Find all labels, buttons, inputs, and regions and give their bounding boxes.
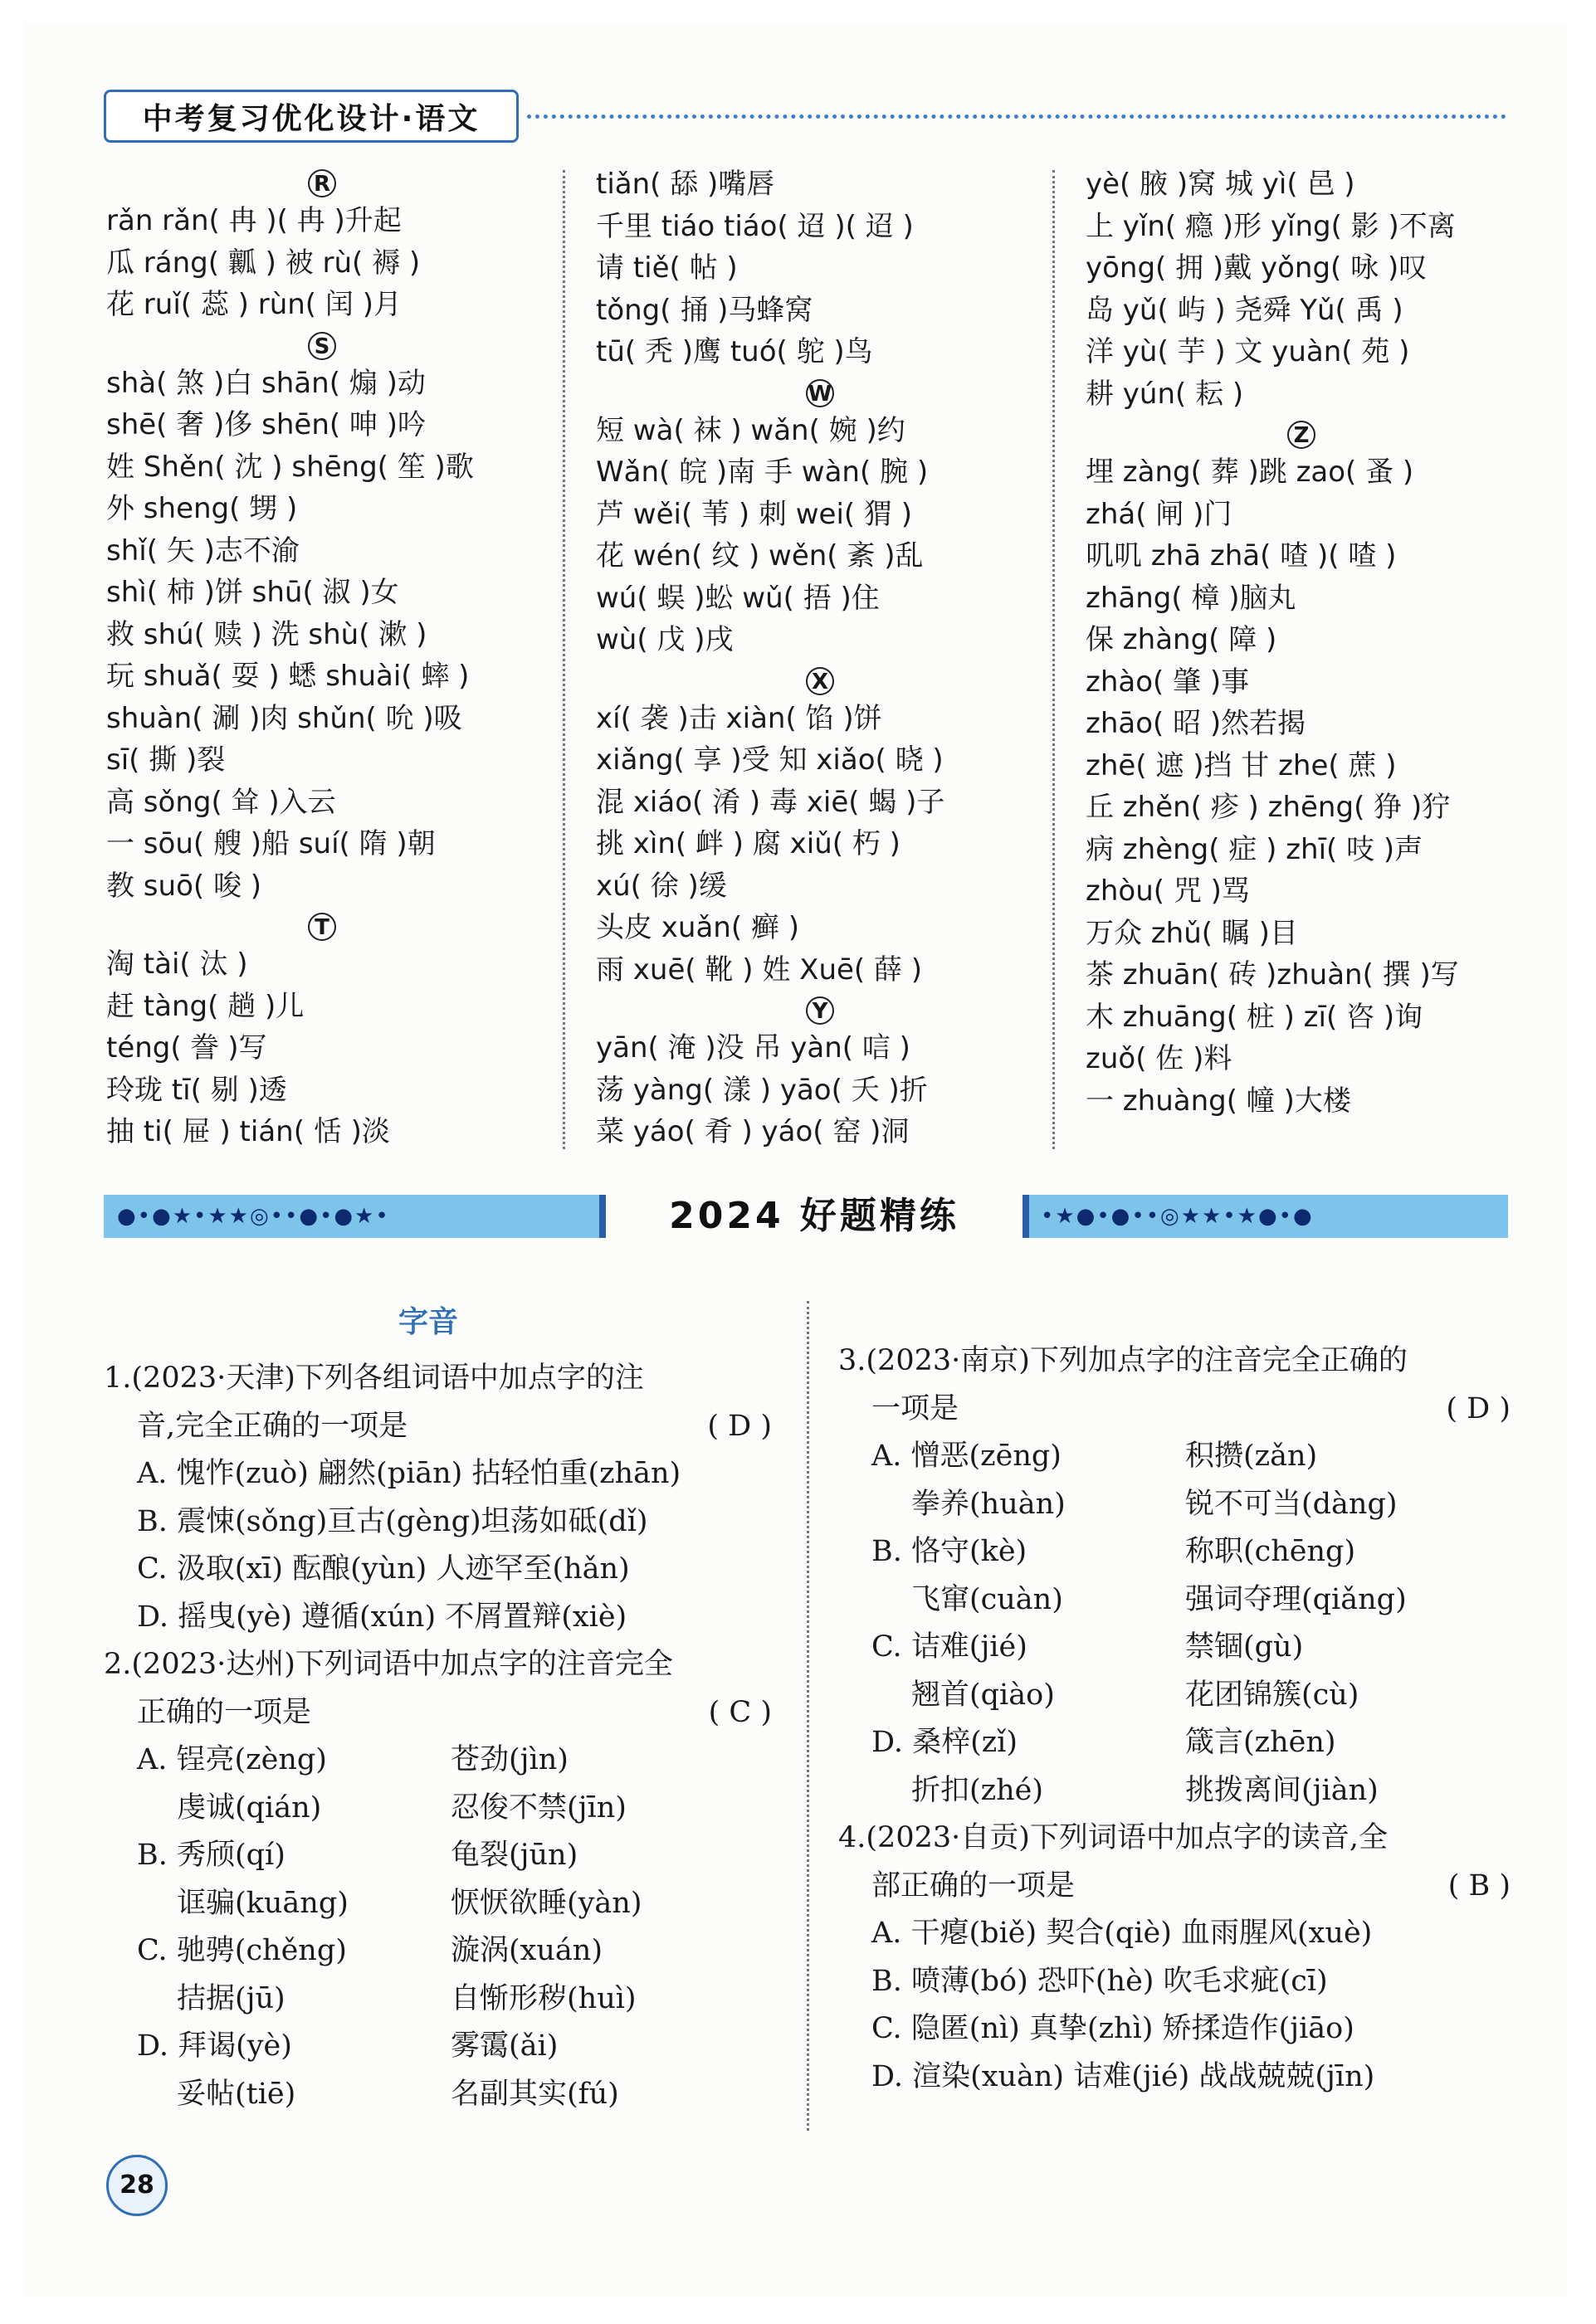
q3-c-word3: 翘首(qiào) xyxy=(911,1678,1055,1712)
pinyin-entry: 耕 yún( 耘 ) xyxy=(1086,377,1244,411)
pinyin-entry: shē( 奢 )侈 shēn( 呻 )吟 xyxy=(106,408,427,441)
q3-option-d-row1 xyxy=(838,1719,1511,1767)
pinyin-entry: xú( 徐 )缓 xyxy=(596,869,727,903)
pinyin-entry: 芦 wěi( 苇 ) 刺 wei( 猬 ) xyxy=(596,497,913,531)
q2-b-word4: 恹恹欲睡(yàn) xyxy=(451,1886,642,1920)
circled-letter: R xyxy=(308,169,336,197)
pinyin-entry: shǐ( 矢 )志不渝 xyxy=(106,533,300,568)
q3-a-word3: 拳养(huàn) xyxy=(911,1487,1066,1521)
q1-option-c: C. 汲取(xī) 酝酿(yùn) 人迹罕至(hǎn) xyxy=(137,1552,630,1586)
q2-a-word2: 苍劲(jìn) xyxy=(451,1743,569,1776)
column-divider xyxy=(563,170,565,1149)
q1-option-b: B. 震悚(sǒng)亘古(gèng)坦荡如砥(dǐ) xyxy=(137,1504,648,1538)
pinyin-entry: 保 zhàng( 障 ) xyxy=(1086,623,1277,656)
q2-b-word3: 诓骗(kuāng) xyxy=(177,1886,349,1920)
pinyin-entry: sī( 撕 )裂 xyxy=(106,743,226,777)
q3-stem-cont xyxy=(838,1386,1511,1434)
q2-d-word3: 妥帖(tiē) xyxy=(177,2077,296,2111)
pinyin-entry: 瓜 ráng( 瓤 ) 被 rù( 褥 ) xyxy=(106,246,421,280)
pinyin-entry: 万众 zhǔ( 瞩 )目 xyxy=(1086,916,1298,950)
pinyin-entry: 上 yǐn( 瘾 )形 yǐng( 影 )不离 xyxy=(1086,209,1456,243)
circled-letter: W xyxy=(806,379,834,407)
practice-left xyxy=(104,1355,772,2118)
q3-b-word3: 飞窜(cuàn) xyxy=(911,1582,1063,1616)
circled-letter: X xyxy=(806,667,834,695)
pinyin-entry: zhē( 遮 )挡 甘 zhe( 蔗 ) xyxy=(1086,748,1397,782)
q2-d-word1: D. 拜谒(yè) xyxy=(137,2029,292,2063)
q2-b-word1: B. 秀颀(qí) xyxy=(137,1839,286,1872)
pinyin-entry: yān( 淹 )没 吊 yàn( 唁 ) xyxy=(596,1031,910,1065)
pinyin-entry: tǒng( 捅 )马蜂窝 xyxy=(596,293,813,327)
q1-option-a: A. 愧怍(zuò) 翩然(piān) 拈轻怕重(zhān) xyxy=(137,1457,681,1490)
q3-d-word1: D. 桑梓(zǐ) xyxy=(871,1726,1018,1759)
q3-stem: 3.(2023·南京)下列加点字的注音完全正确的 xyxy=(838,1344,1408,1377)
q3-a-word4: 锐不可当(dàng) xyxy=(1185,1487,1398,1521)
q2-stem: 2.(2023·达州)下列词语中加点字的注音完全 xyxy=(104,1648,673,1681)
pinyin-entry: tū( 秃 )鹰 tuó( 鸵 )鸟 xyxy=(596,335,873,368)
pinyin-entry: 外 sheng( 甥 ) xyxy=(106,492,298,525)
pinyin-column-1 xyxy=(106,163,538,1153)
pinyin-entry: Wǎn( 皖 )南 手 wàn( 腕 ) xyxy=(596,456,929,489)
section-letter xyxy=(1086,415,1517,451)
q4-option-d: D. 渲染(xuàn) 诘难(jié) 战战兢兢(jīn) xyxy=(871,2059,1375,2093)
q4-stem-cont xyxy=(838,1863,1511,1911)
q2-option-c-row2 xyxy=(104,1976,772,2024)
pinyin-entry: yè( 腋 )窝 城 yì( 邑 ) xyxy=(1086,168,1355,201)
pinyin-entry: 菜 yáo( 肴 ) yáo( 窑 )洞 xyxy=(596,1115,910,1148)
q1-answer: ( D ) xyxy=(707,1409,772,1443)
q2-d-word2: 雾霭(ǎi) xyxy=(451,2029,559,2063)
pinyin-entry: zhāo( 昭 )然若揭 xyxy=(1086,707,1306,740)
q3-a-word1: A. 憎恶(zēng) xyxy=(871,1440,1062,1473)
q2-answer: ( C ) xyxy=(708,1695,772,1729)
pinyin-entry: 千里 tiáo tiáo( 迢 )( 迢 ) xyxy=(596,209,914,243)
pinyin-entry: wù( 戊 )戌 xyxy=(596,623,734,656)
pinyin-entry: 病 zhèng( 症 ) zhī( 吱 )声 xyxy=(1086,832,1423,866)
q2-stem-cont xyxy=(104,1689,772,1737)
q2-a-word1: A. 锃亮(zèng) xyxy=(137,1743,327,1776)
q2-b-word2: 龟裂(jūn) xyxy=(451,1839,578,1872)
q3-option-a-row2 xyxy=(838,1481,1511,1529)
q3-b-word4: 强词夺理(qiǎng) xyxy=(1185,1582,1407,1616)
q2-c-word1: C. 驰骋(chěng) xyxy=(137,1934,347,1967)
q2-c-word3: 拮据(jū) xyxy=(177,1981,286,2015)
pinyin-column-2 xyxy=(596,163,1044,1153)
pinyin-column-3 xyxy=(1086,163,1517,1122)
practice-right xyxy=(838,1337,1511,2101)
header-title: 中考复习优化设计·语文 xyxy=(104,90,519,143)
pinyin-entry: zhāng( 樟 )脑丸 xyxy=(1086,581,1296,615)
q3-stem-text: 一项是 xyxy=(871,1391,959,1425)
section-letter xyxy=(596,661,1044,698)
circled-letter: S xyxy=(308,332,336,360)
banner-left-ornament xyxy=(104,1195,606,1238)
q3-c-word4: 花团锦簇(cù) xyxy=(1185,1678,1359,1712)
pinyin-entry: 抽 ti( 屉 ) tián( 恬 )淡 xyxy=(106,1115,390,1148)
q1-stem-text: 音,完全正确的一项是 xyxy=(137,1409,408,1443)
pinyin-entry: 请 tiě( 帖 ) xyxy=(596,251,738,285)
q3-d-word4: 挑拨离间(jiàn) xyxy=(1185,1773,1379,1807)
q2-option-b-row2 xyxy=(104,1880,772,1928)
pinyin-entry: shuàn( 涮 )肉 shǔn( 吮 )吸 xyxy=(106,701,462,735)
q2-c-word2: 漩涡(xuán) xyxy=(451,1934,603,1967)
q4-option-a: A. 干瘪(biě) 契合(qiè) 血雨腥风(xuè) xyxy=(871,1917,1373,1950)
pinyin-entry: zhào( 肇 )事 xyxy=(1086,665,1250,699)
section-banner-title: 2024 好题精练 xyxy=(669,1195,959,1237)
q4-stem: 4.(2023·自贡)下列词语中加点字的读音,全 xyxy=(838,1821,1389,1854)
pinyin-entry: téng( 誊 )写 xyxy=(106,1031,267,1065)
pinyin-entry: shì( 柿 )饼 shū( 淑 )女 xyxy=(106,576,399,609)
pinyin-entry: 一 sōu( 艘 )船 suí( 隋 )朝 xyxy=(106,827,436,860)
q2-option-d-row1 xyxy=(104,2023,772,2071)
pinyin-entry: 洋 yù( 芋 ) 文 yuàn( 苑 ) xyxy=(1086,335,1410,368)
pinyin-entry: zhá( 闸 )门 xyxy=(1086,497,1232,531)
section-letter xyxy=(106,907,538,943)
q3-option-c-row2 xyxy=(838,1672,1511,1720)
pinyin-entry: rǎn rǎn( 冉 )( 冉 )升起 xyxy=(106,204,402,237)
q2-d-word4: 名副其实(fú) xyxy=(451,2077,619,2111)
pinyin-entry: 丘 zhěn( 疹 ) zhēng( 狰 )狞 xyxy=(1086,791,1451,824)
circled-letter: T xyxy=(308,913,336,941)
page-number: 28 xyxy=(106,2155,168,2216)
pinyin-entry: 赶 tàng( 趟 )儿 xyxy=(106,989,305,1023)
column-divider xyxy=(1052,170,1055,1149)
q2-c-word4: 自惭形秽(huì) xyxy=(451,1981,637,2015)
practice-divider xyxy=(807,1301,809,2131)
pinyin-entry: tiǎn( 舔 )嘴唇 xyxy=(596,168,775,201)
circled-letter: Y xyxy=(806,996,834,1025)
q4-answer: ( B ) xyxy=(1447,1868,1511,1903)
section-label: 字音 xyxy=(398,1305,459,1339)
q3-c-word1: C. 诘难(jié) xyxy=(871,1630,1027,1664)
pinyin-entry: 花 wén( 纹 ) wěn( 紊 )乱 xyxy=(596,539,924,572)
q2-option-c-row1 xyxy=(104,1927,772,1976)
banner-left-dots: ●•●★•★★◎••●•●★• xyxy=(117,1204,390,1229)
pinyin-entry: 高 sǒng( 耸 )入云 xyxy=(106,785,336,819)
q3-answer: ( D ) xyxy=(1446,1391,1511,1425)
pinyin-entry: 一 zhuàng( 幢 )大楼 xyxy=(1086,1084,1351,1118)
q4-option-b: B. 喷薄(bó) 恐吓(hè) 吹毛求疵(cī) xyxy=(871,1964,1328,1998)
q3-option-d-row2 xyxy=(838,1767,1511,1815)
q3-b-word2: 称职(chēng) xyxy=(1185,1535,1356,1568)
q2-a-word3: 虔诚(qián) xyxy=(177,1791,322,1825)
pinyin-entry: 茶 zhuān( 砖 )zhuàn( 撰 )写 xyxy=(1086,958,1459,991)
pinyin-entry: 木 zhuāng( 桩 ) zī( 咨 )询 xyxy=(1086,1000,1423,1034)
pinyin-entry: 混 xiáo( 淆 ) 毒 xiē( 蝎 )子 xyxy=(596,785,945,819)
q3-option-a-row1 xyxy=(838,1433,1511,1481)
pinyin-entry: 岛 yǔ( 屿 ) 尧舜 Yǔ( 禹 ) xyxy=(1086,293,1403,327)
section-letter xyxy=(106,163,538,200)
banner-right-dots: •★●•●••◎★★•★●•● xyxy=(1041,1204,1314,1229)
pinyin-entry: 荡 yàng( 漾 ) yāo( 夭 )折 xyxy=(596,1073,928,1107)
q3-b-word1: B. 恪守(kè) xyxy=(871,1535,1027,1568)
q3-option-b-row2 xyxy=(838,1576,1511,1625)
pinyin-entry: zuǒ( 佐 )料 xyxy=(1086,1042,1232,1075)
banner-right-ornament xyxy=(1023,1195,1508,1238)
q3-d-word3: 折扣(zhé) xyxy=(911,1773,1044,1807)
header-dotted-rule xyxy=(527,114,1506,119)
pinyin-entry: 埋 zàng( 葬 )跳 zao( 蚤 ) xyxy=(1086,456,1414,489)
q1-stem: 1.(2023·天津)下列各组词语中加点字的注 xyxy=(104,1362,644,1395)
pinyin-entry: 姓 Shěn( 沈 ) shēng( 笙 )歌 xyxy=(106,450,474,484)
pinyin-entry: 教 suō( 唆 ) xyxy=(106,869,262,903)
pinyin-entry: 救 shú( 赎 ) 洗 shù( 漱 ) xyxy=(106,617,427,651)
q3-option-b-row1 xyxy=(838,1528,1511,1576)
q2-option-a-row2 xyxy=(104,1785,772,1833)
q4-option-c: C. 隐匿(nì) 真挚(zhì) 矫揉造作(jiāo) xyxy=(871,2012,1354,2045)
pinyin-entry: yōng( 拥 )戴 yǒng( 咏 )叹 xyxy=(1086,251,1428,285)
pinyin-entry: 花 ruǐ( 蕊 ) rùn( 闰 )月 xyxy=(106,288,402,321)
pinyin-entry: xiǎng( 享 )受 知 xiǎo( 晓 ) xyxy=(596,743,944,777)
q2-option-d-row2 xyxy=(104,2071,772,2119)
q3-option-c-row1 xyxy=(838,1624,1511,1672)
circled-letter: Z xyxy=(1287,421,1315,449)
pinyin-entry: 玩 shuǎ( 耍 ) 蟋 shuài( 蟀 ) xyxy=(106,660,470,693)
q2-stem-text: 正确的一项是 xyxy=(137,1695,312,1729)
q2-a-word4: 忍俊不禁(jīn) xyxy=(451,1791,627,1825)
q1-option-d: D. 摇曳(yè) 遵循(xún) 不屑置辩(xiè) xyxy=(137,1600,627,1634)
q3-d-word2: 箴言(zhēn) xyxy=(1185,1726,1336,1759)
pinyin-entry: xí( 袭 )击 xiàn( 馅 )饼 xyxy=(596,701,882,735)
pinyin-entry: 挑 xìn( 衅 ) 腐 xiǔ( 朽 ) xyxy=(596,827,900,860)
q1-stem-cont xyxy=(104,1403,772,1451)
q2-option-a-row1 xyxy=(104,1737,772,1785)
pinyin-entry: zhòu( 咒 )骂 xyxy=(1086,875,1250,908)
pinyin-entry: 叽叽 zhā zhā( 喳 )( 喳 ) xyxy=(1086,539,1397,572)
q3-c-word2: 禁锢(gù) xyxy=(1185,1630,1304,1664)
pinyin-entry: 淘 tài( 汰 ) xyxy=(106,948,248,981)
pinyin-entry: 玲珑 tī( 剔 )透 xyxy=(106,1073,287,1107)
section-letter xyxy=(596,373,1044,410)
section-letter xyxy=(106,326,538,363)
q2-option-b-row1 xyxy=(104,1832,772,1880)
pinyin-entry: 头皮 xuǎn( 癣 ) xyxy=(596,911,800,944)
pinyin-entry: wú( 蜈 )蚣 wǔ( 捂 )住 xyxy=(596,581,880,615)
q4-stem-text: 部正确的一项是 xyxy=(871,1868,1076,1903)
q3-a-word2: 积攒(zǎn) xyxy=(1185,1440,1318,1473)
pinyin-entry: 雨 xuē( 靴 ) 姓 Xuē( 薛 ) xyxy=(596,952,923,987)
pinyin-entry: 短 wà( 袜 ) wǎn( 婉 )约 xyxy=(596,413,905,447)
pinyin-entry: shà( 煞 )白 shān( 煽 )动 xyxy=(106,366,426,400)
section-letter xyxy=(596,991,1044,1027)
